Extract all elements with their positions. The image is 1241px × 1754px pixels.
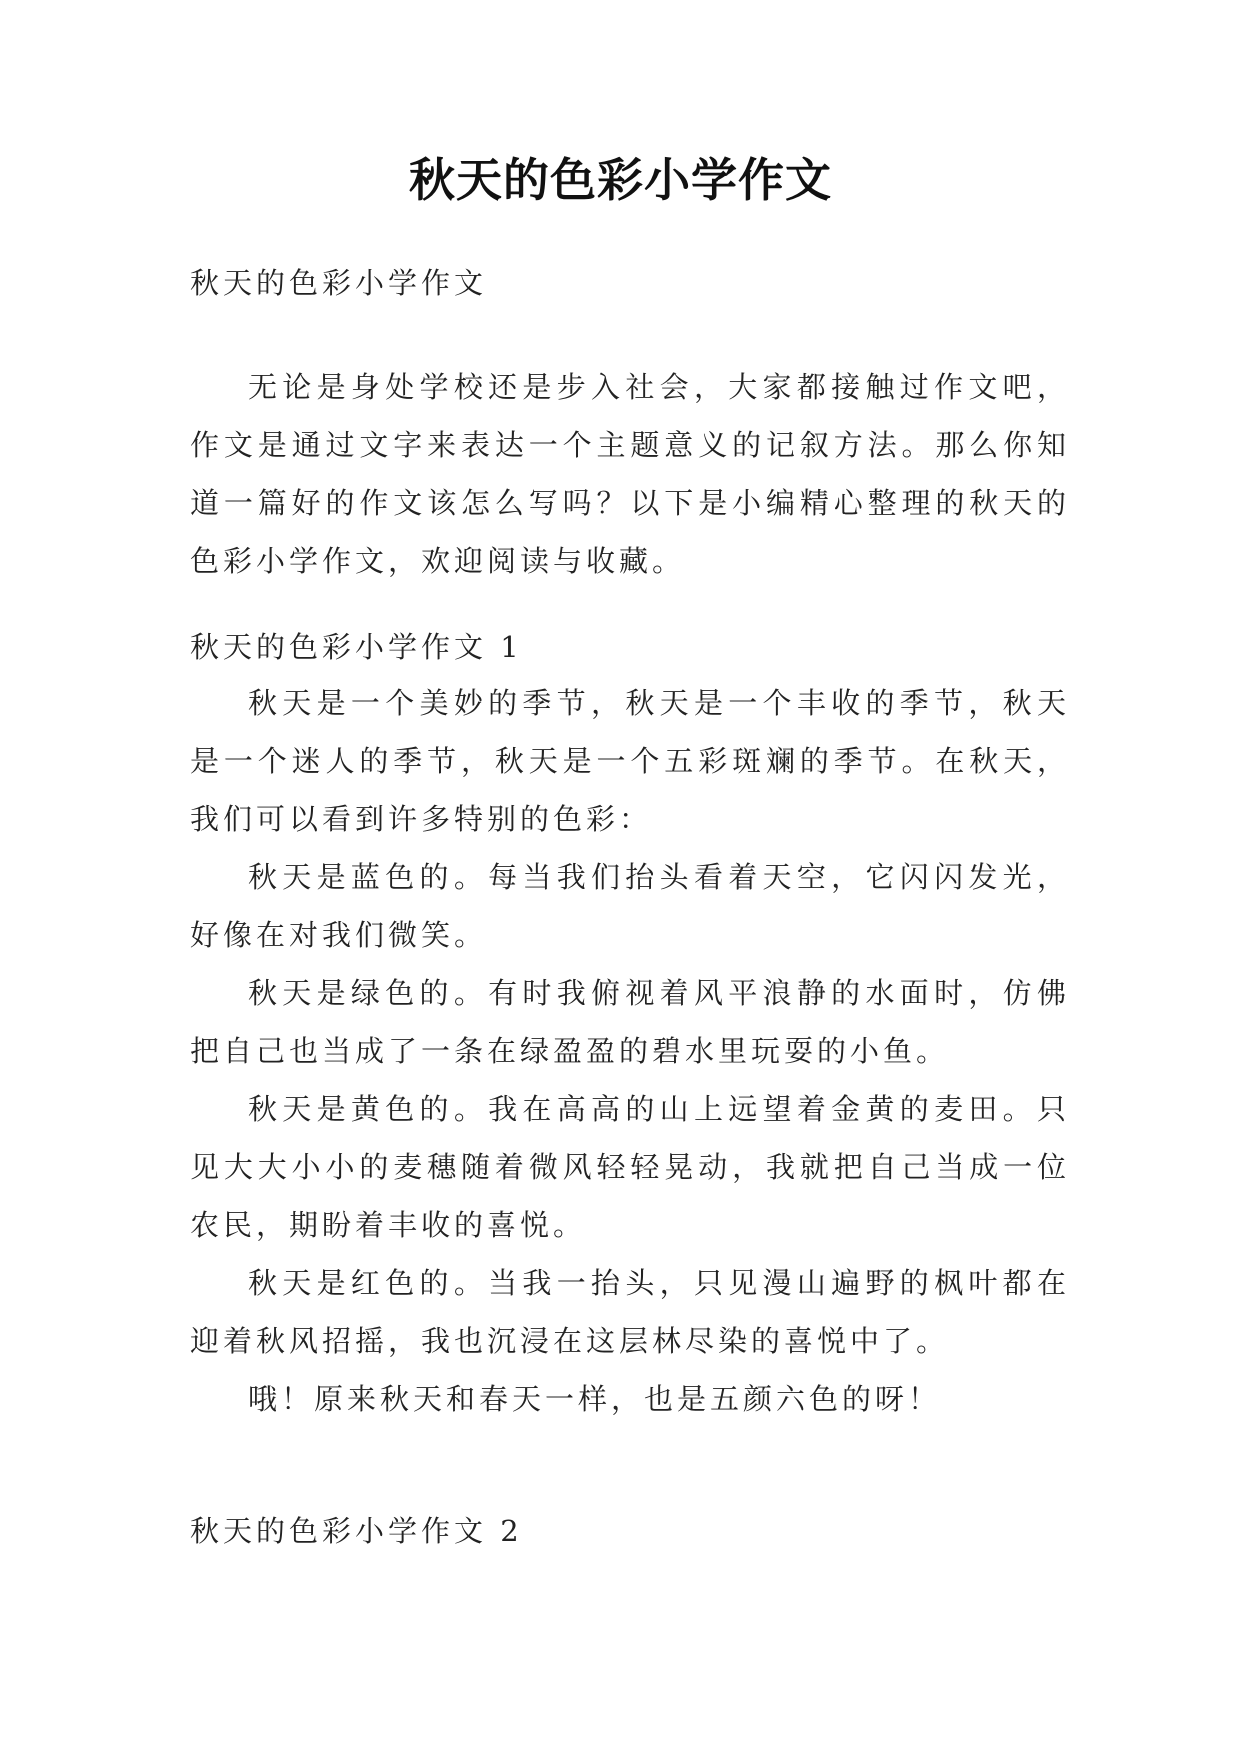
section1-paragraph: 秋天是红色的。当我一抬头，只见漫山遍野的枫叶都在迎着秋风招摇，我也沉浸在这层林尽染的喜悦中了。 <box>190 1266 1070 1358</box>
section1-paragraph: 秋天是绿色的。有时我俯视着风平浪静的水面时，仿佛把自己也当成了一条在绿盈盈的碧水里玩耍的小鱼。 <box>190 976 1070 1068</box>
intro-paragraph: 无论是身处学校还是步入社会，大家都接触过作文吧，作文是通过文字来表达一个主题意义的记叙方法。那么你知道一篇好的作文该怎么写吗？以下是小编精心整理的秋天的色彩小学作文，欢迎阅读与收藏。 <box>190 370 1070 578</box>
document-title: 秋天的色彩小学作文 <box>409 153 832 207</box>
section1-paragraph: 哦！原来秋天和春天一样，也是五颜六色的呀！ <box>248 1382 942 1416</box>
section1-heading: 秋天的色彩小学作文 1 <box>190 630 523 664</box>
section2-heading: 秋天的色彩小学作文 2 <box>190 1514 523 1548</box>
section1-paragraph: 秋天是蓝色的。每当我们抬头看着天空，它闪闪发光，好像在对我们微笑。 <box>190 860 1070 952</box>
section1-body <box>190 674 1070 1428</box>
section1-paragraph: 秋天是黄色的。我在高高的山上远望着金黄的麦田。只见大大小小的麦穗随着微风轻轻晃动，我就把自己当成一位农民，期盼着丰收的喜悦。 <box>190 1092 1070 1242</box>
section1-paragraph: 秋天是一个美妙的季节，秋天是一个丰收的季节，秋天是一个迷人的季节，秋天是一个五彩斑斓的季节。在秋天，我们可以看到许多特别的色彩： <box>190 686 1070 836</box>
subtitle-line: 秋天的色彩小学作文 <box>190 266 488 300</box>
intro-block <box>190 358 1070 590</box>
